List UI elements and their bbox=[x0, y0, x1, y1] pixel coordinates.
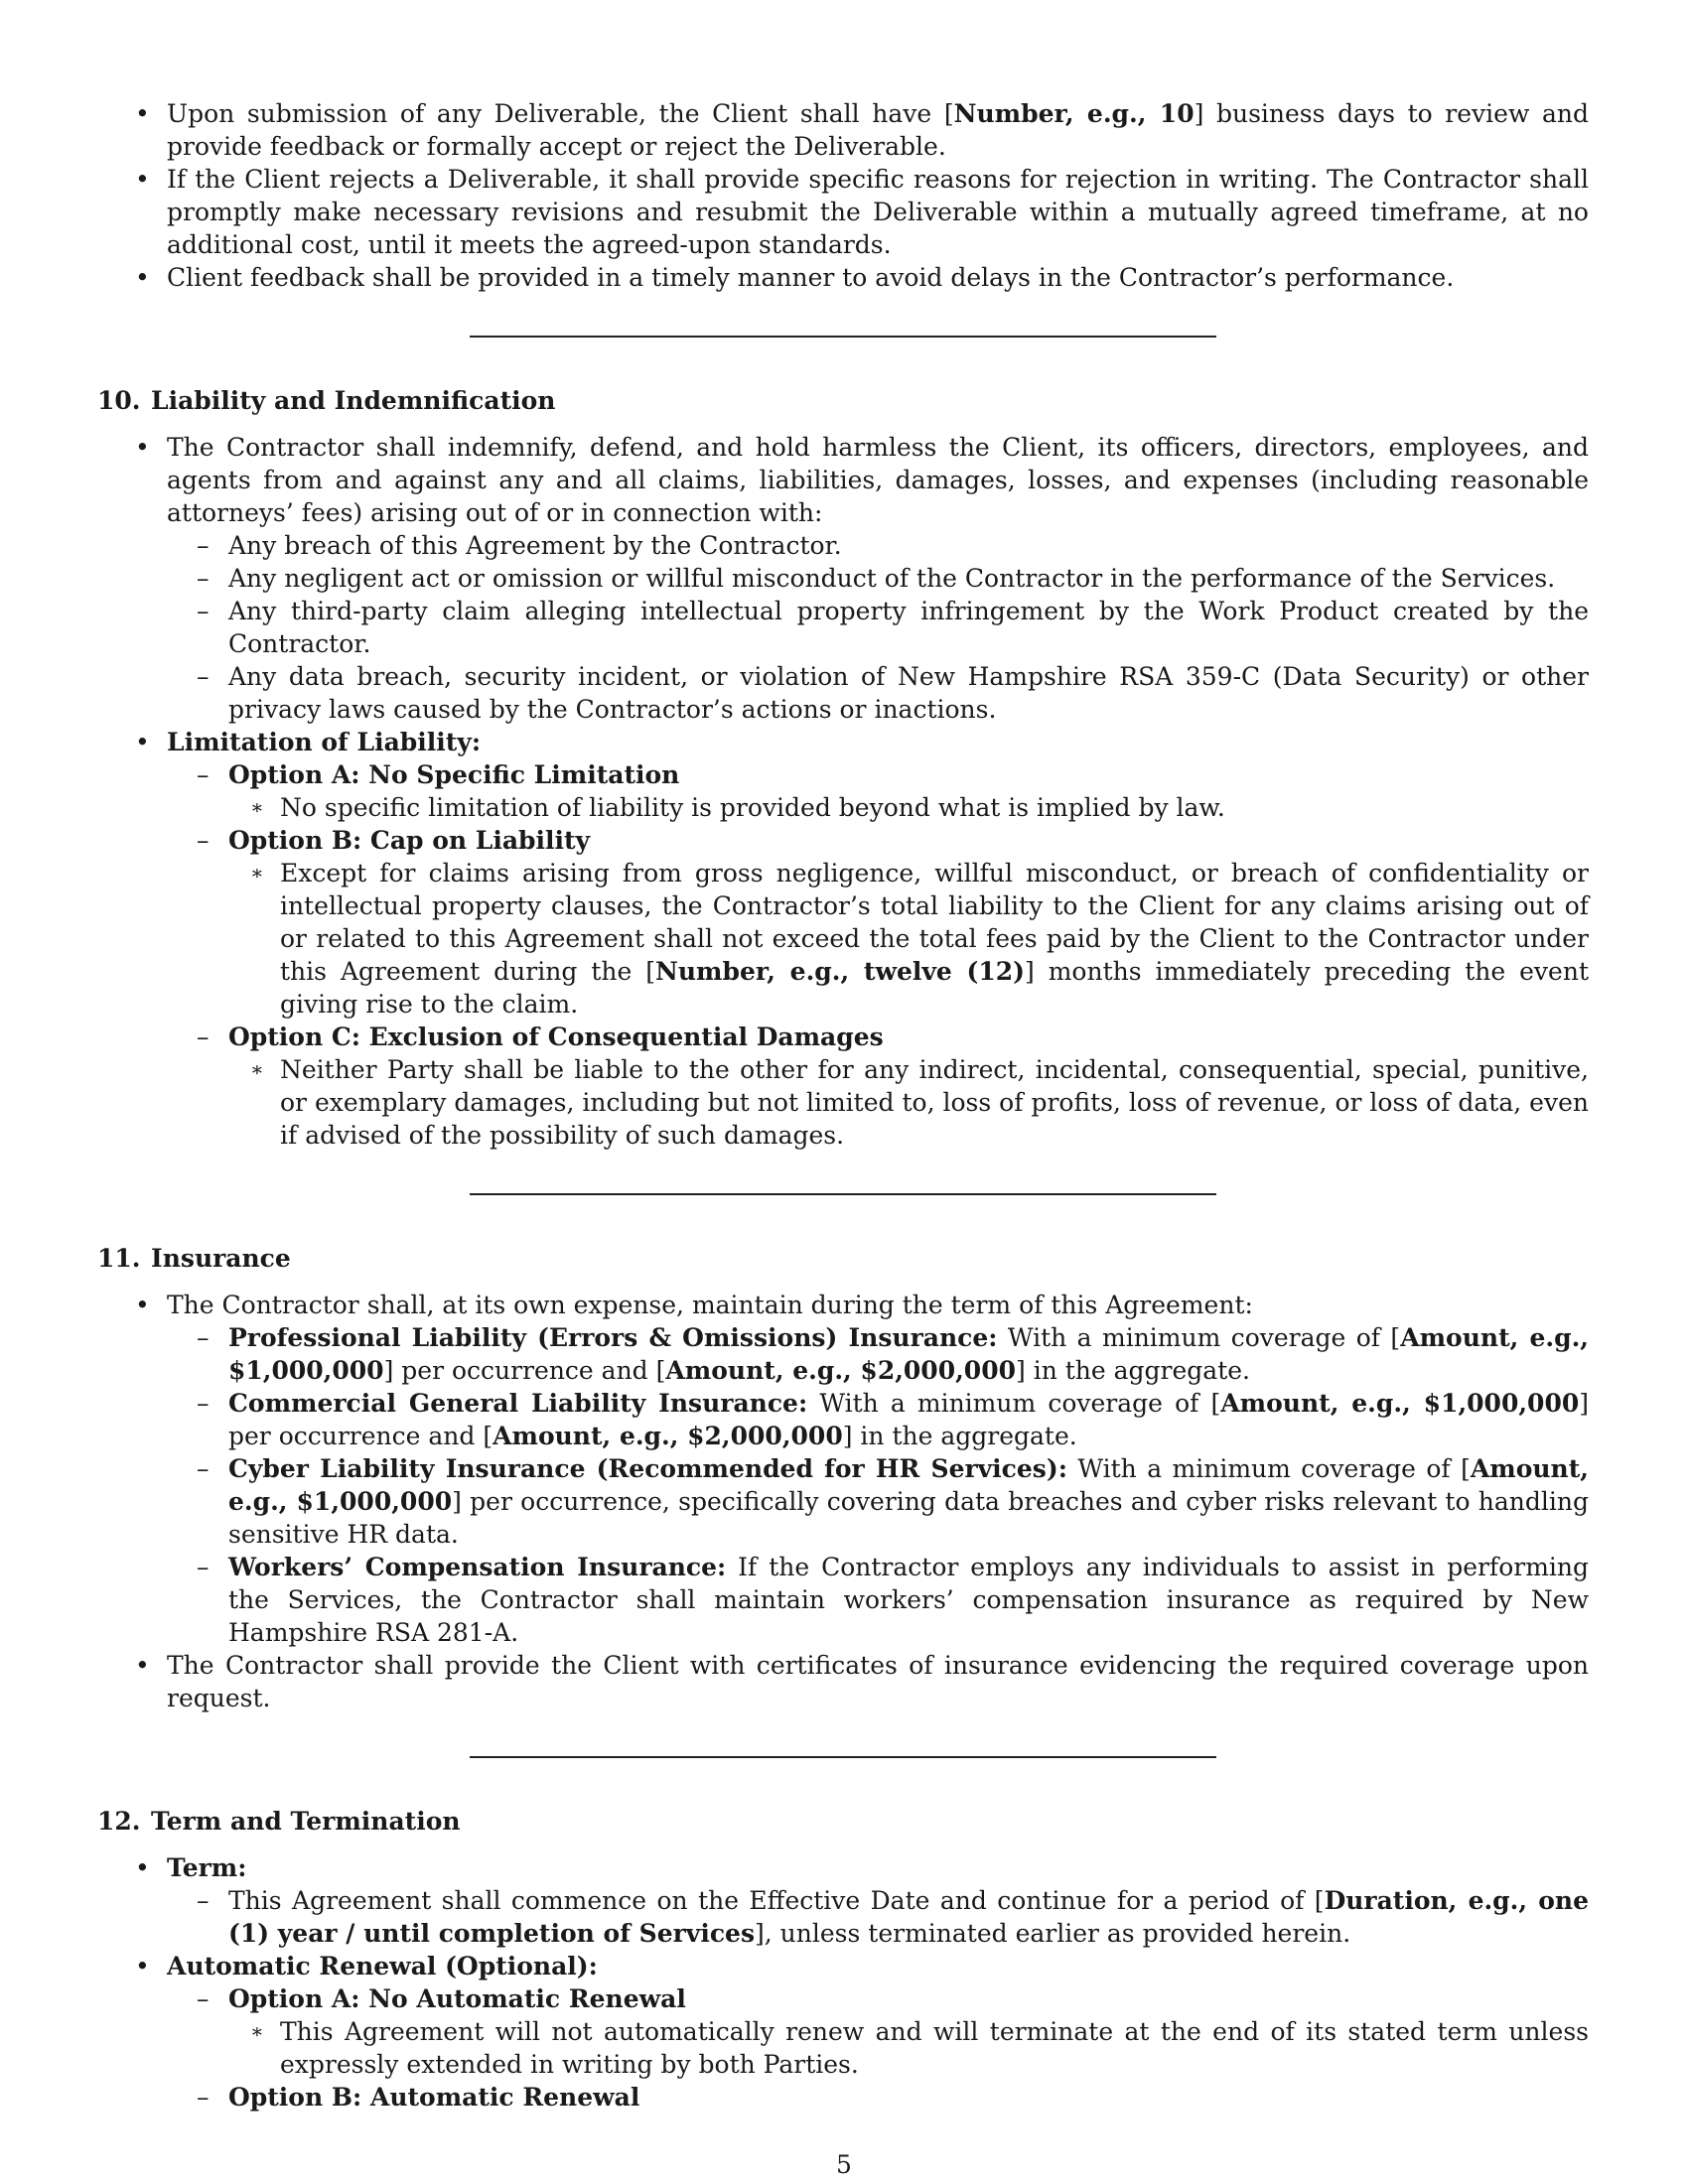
sub-list-item: – Any data breach, security incident, or violation of New Hampshire RSA 359-C (Data Security) or other privacy laws caused by the Contractor’s actions or inactions. bbox=[197, 662, 1589, 724]
section-divider bbox=[470, 1756, 1216, 1758]
dash-marker: – bbox=[197, 760, 210, 789]
section-divider bbox=[470, 336, 1216, 338]
section-heading-insurance: 11. Insurance bbox=[97, 1244, 291, 1273]
bullet-marker: • bbox=[135, 433, 150, 462]
option-text: ∗ Except for claims arising from gross negligence, willful misconduct, or breach of confidentiality or intellectual property clauses, the Contractor’s total liability to the Client for any claims arising out of or related to this Agreement shall not exceed the total fees paid by the Client to the Contractor under this Agreement during the [Number, e.g., twelve (12)] months immediately preceding the event giving rise to the claim. bbox=[250, 859, 1589, 1019]
list-item: • If the Client rejects a Deliverable, it shall provide specific reasons for rejection in writing. The Contractor shall promptly make necessary revisions and resubmit the Deliverable within a mutually agreed timeframe, at no additional cost, until it meets the agreed-upon standards. bbox=[135, 165, 1589, 259]
option-heading: – Option B: Cap on Liability bbox=[197, 826, 591, 855]
list-item: • Automatic Renewal (Optional): bbox=[135, 1952, 598, 1980]
sub-list-item: – Workers’ Compensation Insurance: If the Contractor employs any individuals to assist in performing the Services, the Contractor shall maintain workers’ compensation insurance as required by New Hampshire RSA 281-A. bbox=[197, 1553, 1589, 1647]
dash-marker: – bbox=[197, 826, 210, 855]
option-heading: – Option C: Exclusion of Consequential Damages bbox=[197, 1023, 884, 1051]
section-heading-liability: 10. Liability and Indemnification bbox=[97, 386, 556, 415]
dash-marker: – bbox=[197, 1984, 210, 2013]
list-item: • Upon submission of any Deliverable, the Client shall have [Number, e.g., 10] business days to review and provide feedback or formally accept or reject the Deliverable. bbox=[135, 99, 1589, 161]
sub-list-item: – Commercial General Liability Insurance: With a minimum coverage of [Amount, e.g., $1,000,000] per occurrence and [Amount, e.g., $2,000,000] in the aggregate. bbox=[197, 1389, 1589, 1450]
bullet-marker: • bbox=[135, 263, 150, 292]
list-item: • Term: bbox=[135, 1853, 247, 1882]
bullet-marker: • bbox=[135, 1291, 150, 1319]
list-item: • Client feedback shall be provided in a timely manner to avoid delays in the Contractor’s performance. bbox=[135, 263, 1455, 292]
option-heading: – Option B: Automatic Renewal bbox=[197, 2083, 640, 2112]
dash-marker: – bbox=[197, 1389, 210, 1418]
list-item: • Limitation of Liability: bbox=[135, 728, 482, 756]
star-marker: ∗ bbox=[250, 795, 264, 819]
section-heading-term: 12. Term and Termination bbox=[97, 1807, 461, 1836]
dash-marker: – bbox=[197, 597, 210, 625]
bullet-marker: • bbox=[135, 1853, 150, 1882]
option-text: ∗ This Agreement will not automatically renew and will terminate at the end of its stated term unless expressly extended in writing by both Parties. bbox=[250, 2017, 1589, 2079]
dash-marker: – bbox=[197, 1023, 210, 1051]
sub-list-item: – Any negligent act or omission or willful misconduct of the Contractor in the performance of the Services. bbox=[197, 564, 1556, 593]
sub-list-item: – This Agreement shall commence on the Effective Date and continue for a period of [Duration, e.g., one (1) year / until completion of Services], unless terminated earlier as provided herein. bbox=[197, 1886, 1589, 1948]
document-page bbox=[97, 97, 1589, 2114]
bullet-marker: • bbox=[135, 99, 150, 128]
dash-marker: – bbox=[197, 1323, 210, 1352]
option-text: ∗ No specific limitation of liability is provided beyond what is implied by law. bbox=[250, 793, 1225, 822]
dash-marker: – bbox=[197, 662, 210, 691]
bullet-marker: • bbox=[135, 165, 150, 194]
dash-marker: – bbox=[197, 564, 210, 593]
section-divider bbox=[470, 1193, 1216, 1195]
option-heading: – Option A: No Automatic Renewal bbox=[197, 1984, 686, 2013]
list-item: • The Contractor shall provide the Client with certificates of insurance evidencing the required coverage upon request. bbox=[135, 1651, 1589, 1712]
dash-marker: – bbox=[197, 531, 210, 560]
dash-marker: – bbox=[197, 2083, 210, 2112]
option-text: ∗ Neither Party shall be liable to the other for any indirect, incidental, consequential, special, punitive, or exemplary damages, including but not limited to, loss of profits, loss of revenue, or loss of data, even if advised of the possibility of such damages. bbox=[250, 1055, 1589, 1150]
list-item: • The Contractor shall, at its own expense, maintain during the term of this Agreement: bbox=[135, 1291, 1253, 1319]
sub-list-item: – Cyber Liability Insurance (Recommended for HR Services): With a minimum coverage of [Amount, e.g., $1,000,000] per occurrence, specifically covering data breaches and cyber risks relevant to handling sensitive HR data. bbox=[197, 1454, 1589, 1549]
bullet-marker: • bbox=[135, 728, 150, 756]
bullet-marker: • bbox=[135, 1952, 150, 1980]
star-marker: ∗ bbox=[250, 1057, 264, 1081]
page-number: 5 bbox=[836, 2150, 852, 2179]
sub-list-item: – Any third-party claim alleging intellectual property infringement by the Work Product created by the Contractor. bbox=[197, 597, 1589, 658]
star-marker: ∗ bbox=[250, 861, 264, 885]
star-marker: ∗ bbox=[250, 2019, 264, 2043]
dash-marker: – bbox=[197, 1454, 210, 1483]
dash-marker: – bbox=[197, 1553, 210, 1581]
sub-list-item: – Professional Liability (Errors & Omissions) Insurance: With a minimum coverage of [Amount, e.g., $1,000,000] per occurrence and [Amount, e.g., $2,000,000] in the aggregate. bbox=[197, 1323, 1589, 1385]
sub-list-item: – Any breach of this Agreement by the Contractor. bbox=[197, 531, 842, 560]
option-heading: – Option A: No Specific Limitation bbox=[197, 760, 680, 789]
bullet-marker: • bbox=[135, 1651, 150, 1680]
list-item: • The Contractor shall indemnify, defend, and hold harmless the Client, its officers, directors, employees, and agents from and against any and all claims, liabilities, damages, losses, and expenses (including reasonable attorneys’ fees) arising out of or in connection with: bbox=[135, 433, 1589, 527]
dash-marker: – bbox=[197, 1886, 210, 1915]
